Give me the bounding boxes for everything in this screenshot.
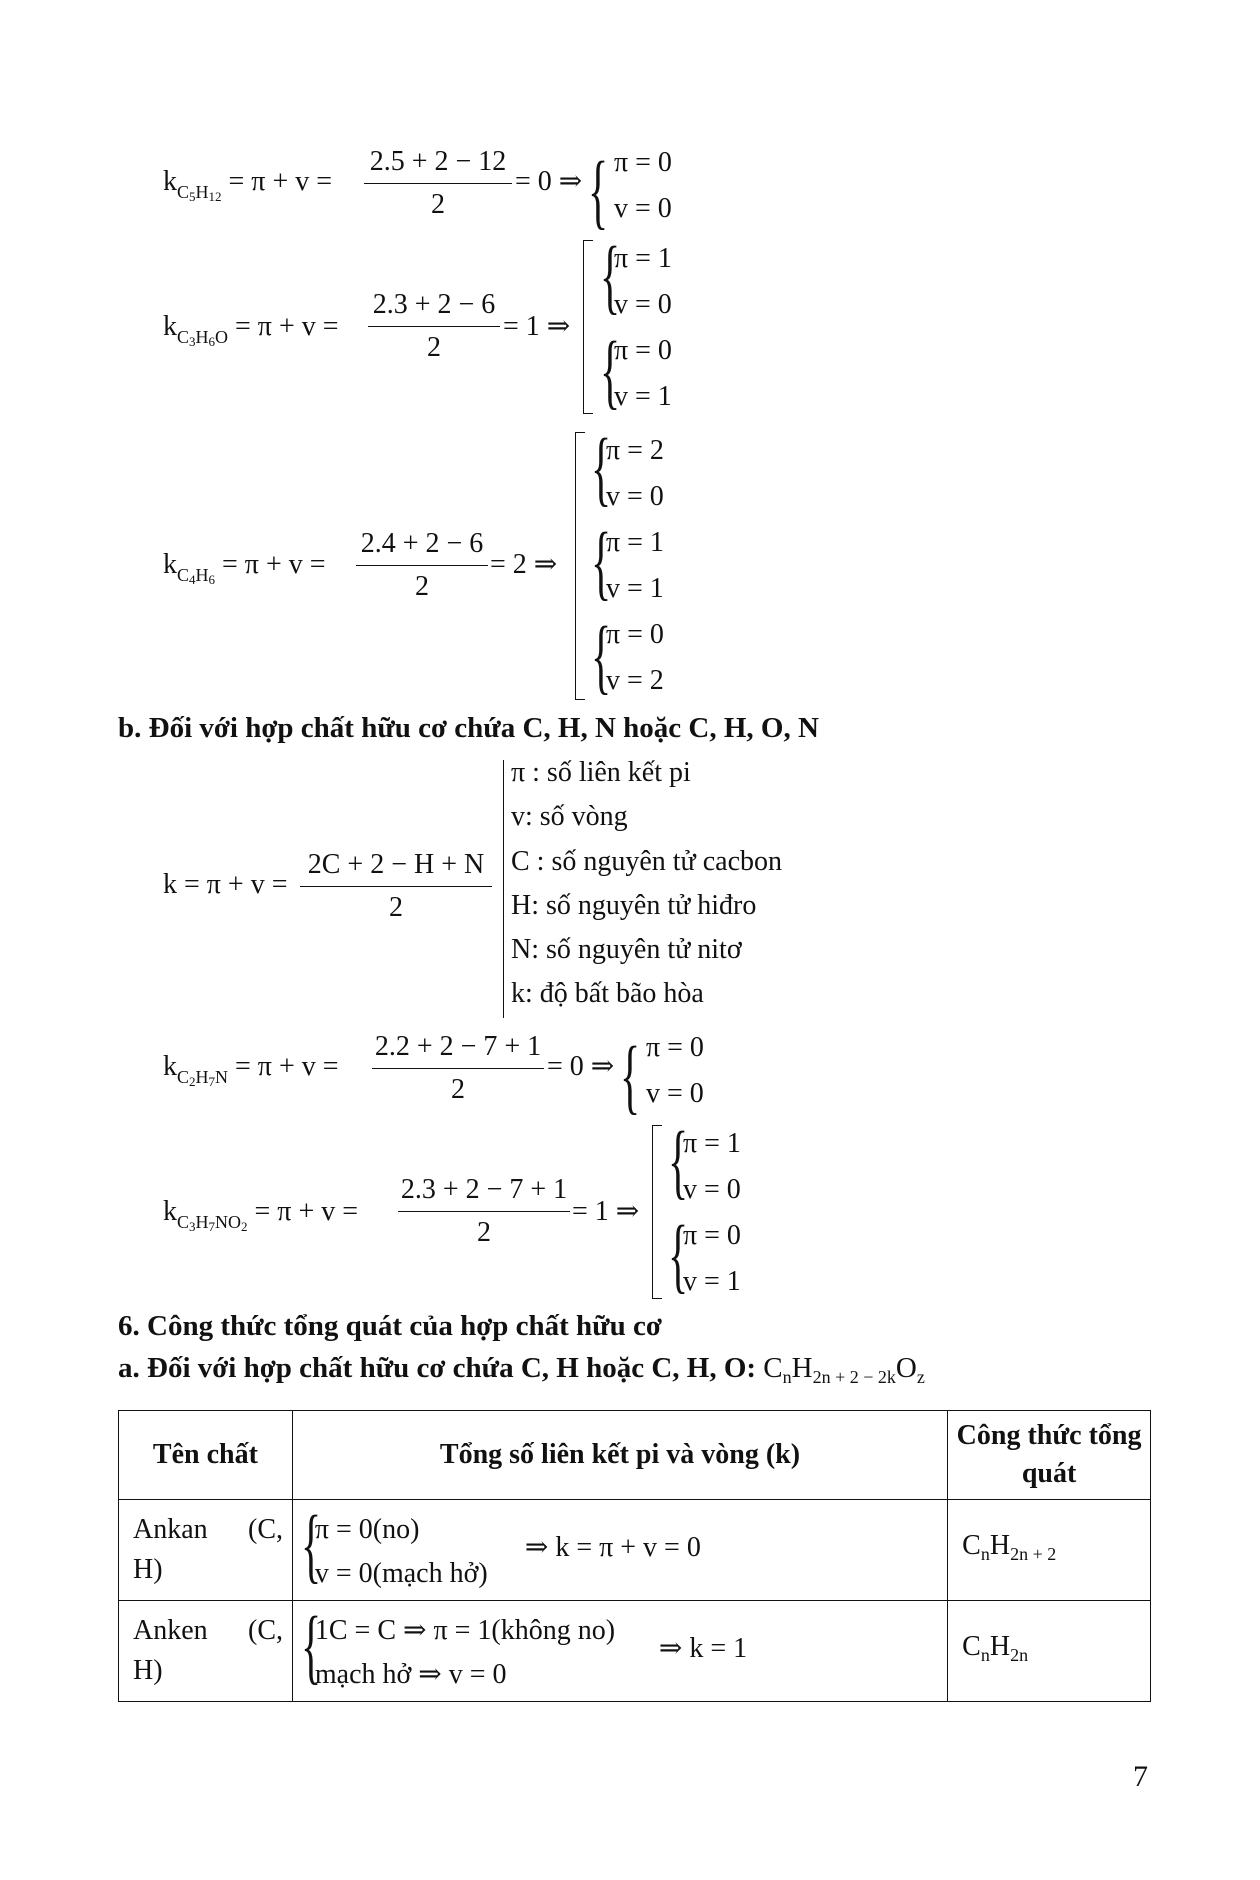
fraction-bar	[398, 1211, 570, 1212]
eq1-result: = 0 ⇒	[515, 166, 583, 197]
general-denominator: 2	[389, 892, 403, 923]
eq2-result: = 1 ⇒	[503, 311, 571, 342]
k-symbol: k	[163, 311, 177, 342]
left-brace: {	[591, 516, 612, 609]
compound-elements: (C,	[248, 1615, 283, 1646]
eq5-system	[683, 1121, 741, 1305]
system-line: v = 1	[683, 1266, 741, 1297]
k-symbol: k	[163, 549, 177, 580]
system-line: v = 0	[614, 289, 672, 320]
system-line: v = 0	[683, 1174, 741, 1205]
eq4-result: = 0 ⇒	[547, 1051, 615, 1082]
eq1-fraction	[364, 145, 512, 222]
system-line: π = 0	[614, 147, 672, 178]
condition-system	[315, 1508, 488, 1596]
condition-system	[315, 1609, 615, 1697]
section-a-formula: $C_nH_{2n + 2 - 2k}O_z$	[763, 1352, 925, 1387]
eq4-lhs	[163, 1050, 339, 1099]
cell-k	[292, 1500, 947, 1601]
eq5-result: = 1 ⇒	[572, 1196, 640, 1227]
system-line: v = 0	[646, 1078, 704, 1109]
compound-name: Ankan	[133, 1514, 208, 1545]
eq1-pi-plus-v: = π + v =	[228, 166, 333, 197]
cell-formula	[948, 1500, 1151, 1601]
legend-h: H: số nguyên tử hiđro	[511, 890, 757, 921]
eq2-fraction	[368, 288, 500, 365]
cell-formula	[948, 1601, 1151, 1702]
left-brace: {	[620, 1030, 641, 1123]
legend-n: N: số nguyên tử nitơ	[511, 934, 742, 965]
fraction-bar	[300, 886, 492, 887]
eq5-fraction	[398, 1173, 570, 1250]
eq3-numerator: 2.4 + 2 − 6	[360, 528, 484, 559]
eq3-pi-plus-v: = π + v =	[222, 549, 326, 580]
section-a-text: a. Đối với hợp chất hữu cơ chứa C, H hoặc C, H, O:	[118, 1352, 757, 1384]
condition-line: π = 0(no)	[314, 1514, 420, 1545]
cell-k	[292, 1601, 947, 1702]
left-brace: {	[300, 1600, 322, 1693]
eq5-lhs	[163, 1195, 358, 1244]
system-line: π = 0	[683, 1220, 741, 1251]
system-line: π = 0	[614, 335, 672, 366]
general-numerator: 2C + 2 − H + N	[307, 849, 485, 880]
eq2-subscript: C3H6O	[177, 327, 229, 349]
left-brace: {	[600, 230, 621, 323]
k-symbol: k	[163, 1051, 177, 1082]
eq1-system	[614, 140, 672, 232]
eq3-fraction	[356, 527, 488, 604]
left-square-bracket	[575, 432, 585, 700]
eq4-pi-plus-v: = π + v =	[235, 1051, 339, 1082]
table-row	[119, 1500, 1151, 1601]
eq1-lhs	[163, 165, 332, 214]
cell-name	[119, 1601, 293, 1702]
system-line: π = 1	[614, 243, 672, 274]
condition-line: mạch hở ⇒ v = 0	[314, 1659, 507, 1690]
compound-elements: (C,	[248, 1514, 283, 1545]
left-square-bracket	[652, 1125, 662, 1299]
left-brace: {	[588, 145, 609, 238]
eq2-pi-plus-v: = π + v =	[235, 311, 339, 342]
general-fraction	[300, 848, 492, 925]
eq4-system	[646, 1025, 704, 1117]
fraction-bar	[364, 183, 512, 184]
eq5-subscript: C3H7NO2	[177, 1212, 248, 1234]
legend-pi: π : số liên kết pi	[511, 757, 691, 788]
condition-line: 1C = C ⇒ π = 1(không no)	[314, 1615, 616, 1646]
table-header-row	[119, 1411, 1151, 1500]
eq5-denominator: 2	[477, 1217, 491, 1248]
left-brace: {	[591, 610, 612, 703]
eq5-pi-plus-v: = π + v =	[254, 1196, 359, 1227]
eq2-numerator: 2.3 + 2 − 6	[372, 289, 496, 320]
eq4-fraction	[372, 1030, 544, 1107]
system-line: v = 0	[606, 481, 664, 512]
k-symbol: k	[163, 1196, 177, 1227]
k-result: ⇒ k = π + v = 0	[524, 1532, 701, 1563]
eq4-denominator: 2	[451, 1074, 465, 1105]
header-k: Tổng số liên kết pi và vòng (k)	[292, 1411, 947, 1500]
eq1-denominator: 2	[431, 189, 445, 220]
legend-vertical-bar	[503, 760, 504, 1018]
eq5-numerator: 2.3 + 2 − 7 + 1	[400, 1174, 568, 1205]
eq1-numerator: 2.5 + 2 − 12	[369, 146, 507, 177]
eq3-denominator: 2	[415, 571, 429, 602]
header-cong-thuc: Công thức tổng quát	[948, 1411, 1151, 1500]
general-formula-table	[118, 1410, 1151, 1702]
fraction-bar	[356, 565, 488, 566]
system-line: π = 0	[606, 619, 664, 650]
left-brace: {	[600, 325, 621, 418]
system-line: π = 2	[606, 435, 664, 466]
table-row	[119, 1601, 1151, 1702]
compound-elements-cont: H)	[133, 1554, 163, 1585]
fraction-bar	[368, 326, 500, 327]
system-line: v = 1	[614, 381, 672, 412]
general-formula: $C_nH_{2n}$	[962, 1631, 1029, 1665]
left-brace: {	[668, 1209, 689, 1302]
system-line: v = 0	[614, 193, 672, 224]
k-symbol: k	[163, 166, 177, 197]
left-square-bracket	[583, 240, 593, 414]
cell-name	[119, 1500, 293, 1601]
eq1-subscript: C5H12	[177, 182, 222, 204]
eq3-subscript: C4H6	[177, 565, 216, 587]
system-line: π = 1	[606, 527, 664, 558]
system-line: v = 1	[606, 573, 664, 604]
compound-elements-cont: H)	[133, 1655, 163, 1686]
k-result: ⇒ k = 1	[658, 1633, 748, 1664]
condition-line: v = 0(mạch hở)	[314, 1558, 488, 1589]
eq3-result: = 2 ⇒	[490, 549, 558, 580]
eq3-system	[606, 428, 664, 704]
system-line: π = 1	[683, 1128, 741, 1159]
legend-c: C : số nguyên tử cacbon	[511, 846, 783, 877]
eq2-denominator: 2	[427, 332, 441, 363]
left-brace: {	[591, 422, 612, 515]
general-formula: $C_nH_{2n + 2}$	[962, 1530, 1057, 1564]
system-line: v = 2	[606, 665, 664, 696]
system-line: π = 0	[646, 1032, 704, 1063]
general-formula-lhs: k = π + v =	[163, 869, 288, 900]
legend-k: k: độ bất bão hòa	[511, 978, 704, 1009]
fraction-bar	[372, 1068, 544, 1069]
eq3-lhs	[163, 548, 326, 597]
section-a-heading	[118, 1352, 925, 1388]
header-ten-chat: Tên chất	[119, 1411, 293, 1500]
left-brace: {	[668, 1115, 689, 1208]
left-brace: {	[300, 1499, 322, 1592]
section-b-heading: b. Đối với hợp chất hữu cơ chứa C, H, N hoặc C, H, O, N	[118, 712, 819, 744]
page-number: 7	[1133, 1760, 1148, 1793]
eq4-subscript: C2H7N	[177, 1067, 229, 1089]
eq2-system	[614, 236, 672, 420]
compound-name: Anken	[133, 1615, 208, 1646]
legend-v: v: số vòng	[511, 801, 628, 832]
eq4-numerator: 2.2 + 2 − 7 + 1	[374, 1031, 542, 1062]
eq2-lhs	[163, 310, 339, 359]
section-6-heading: 6. Công thức tổng quát của hợp chất hữu cơ	[118, 1310, 662, 1342]
